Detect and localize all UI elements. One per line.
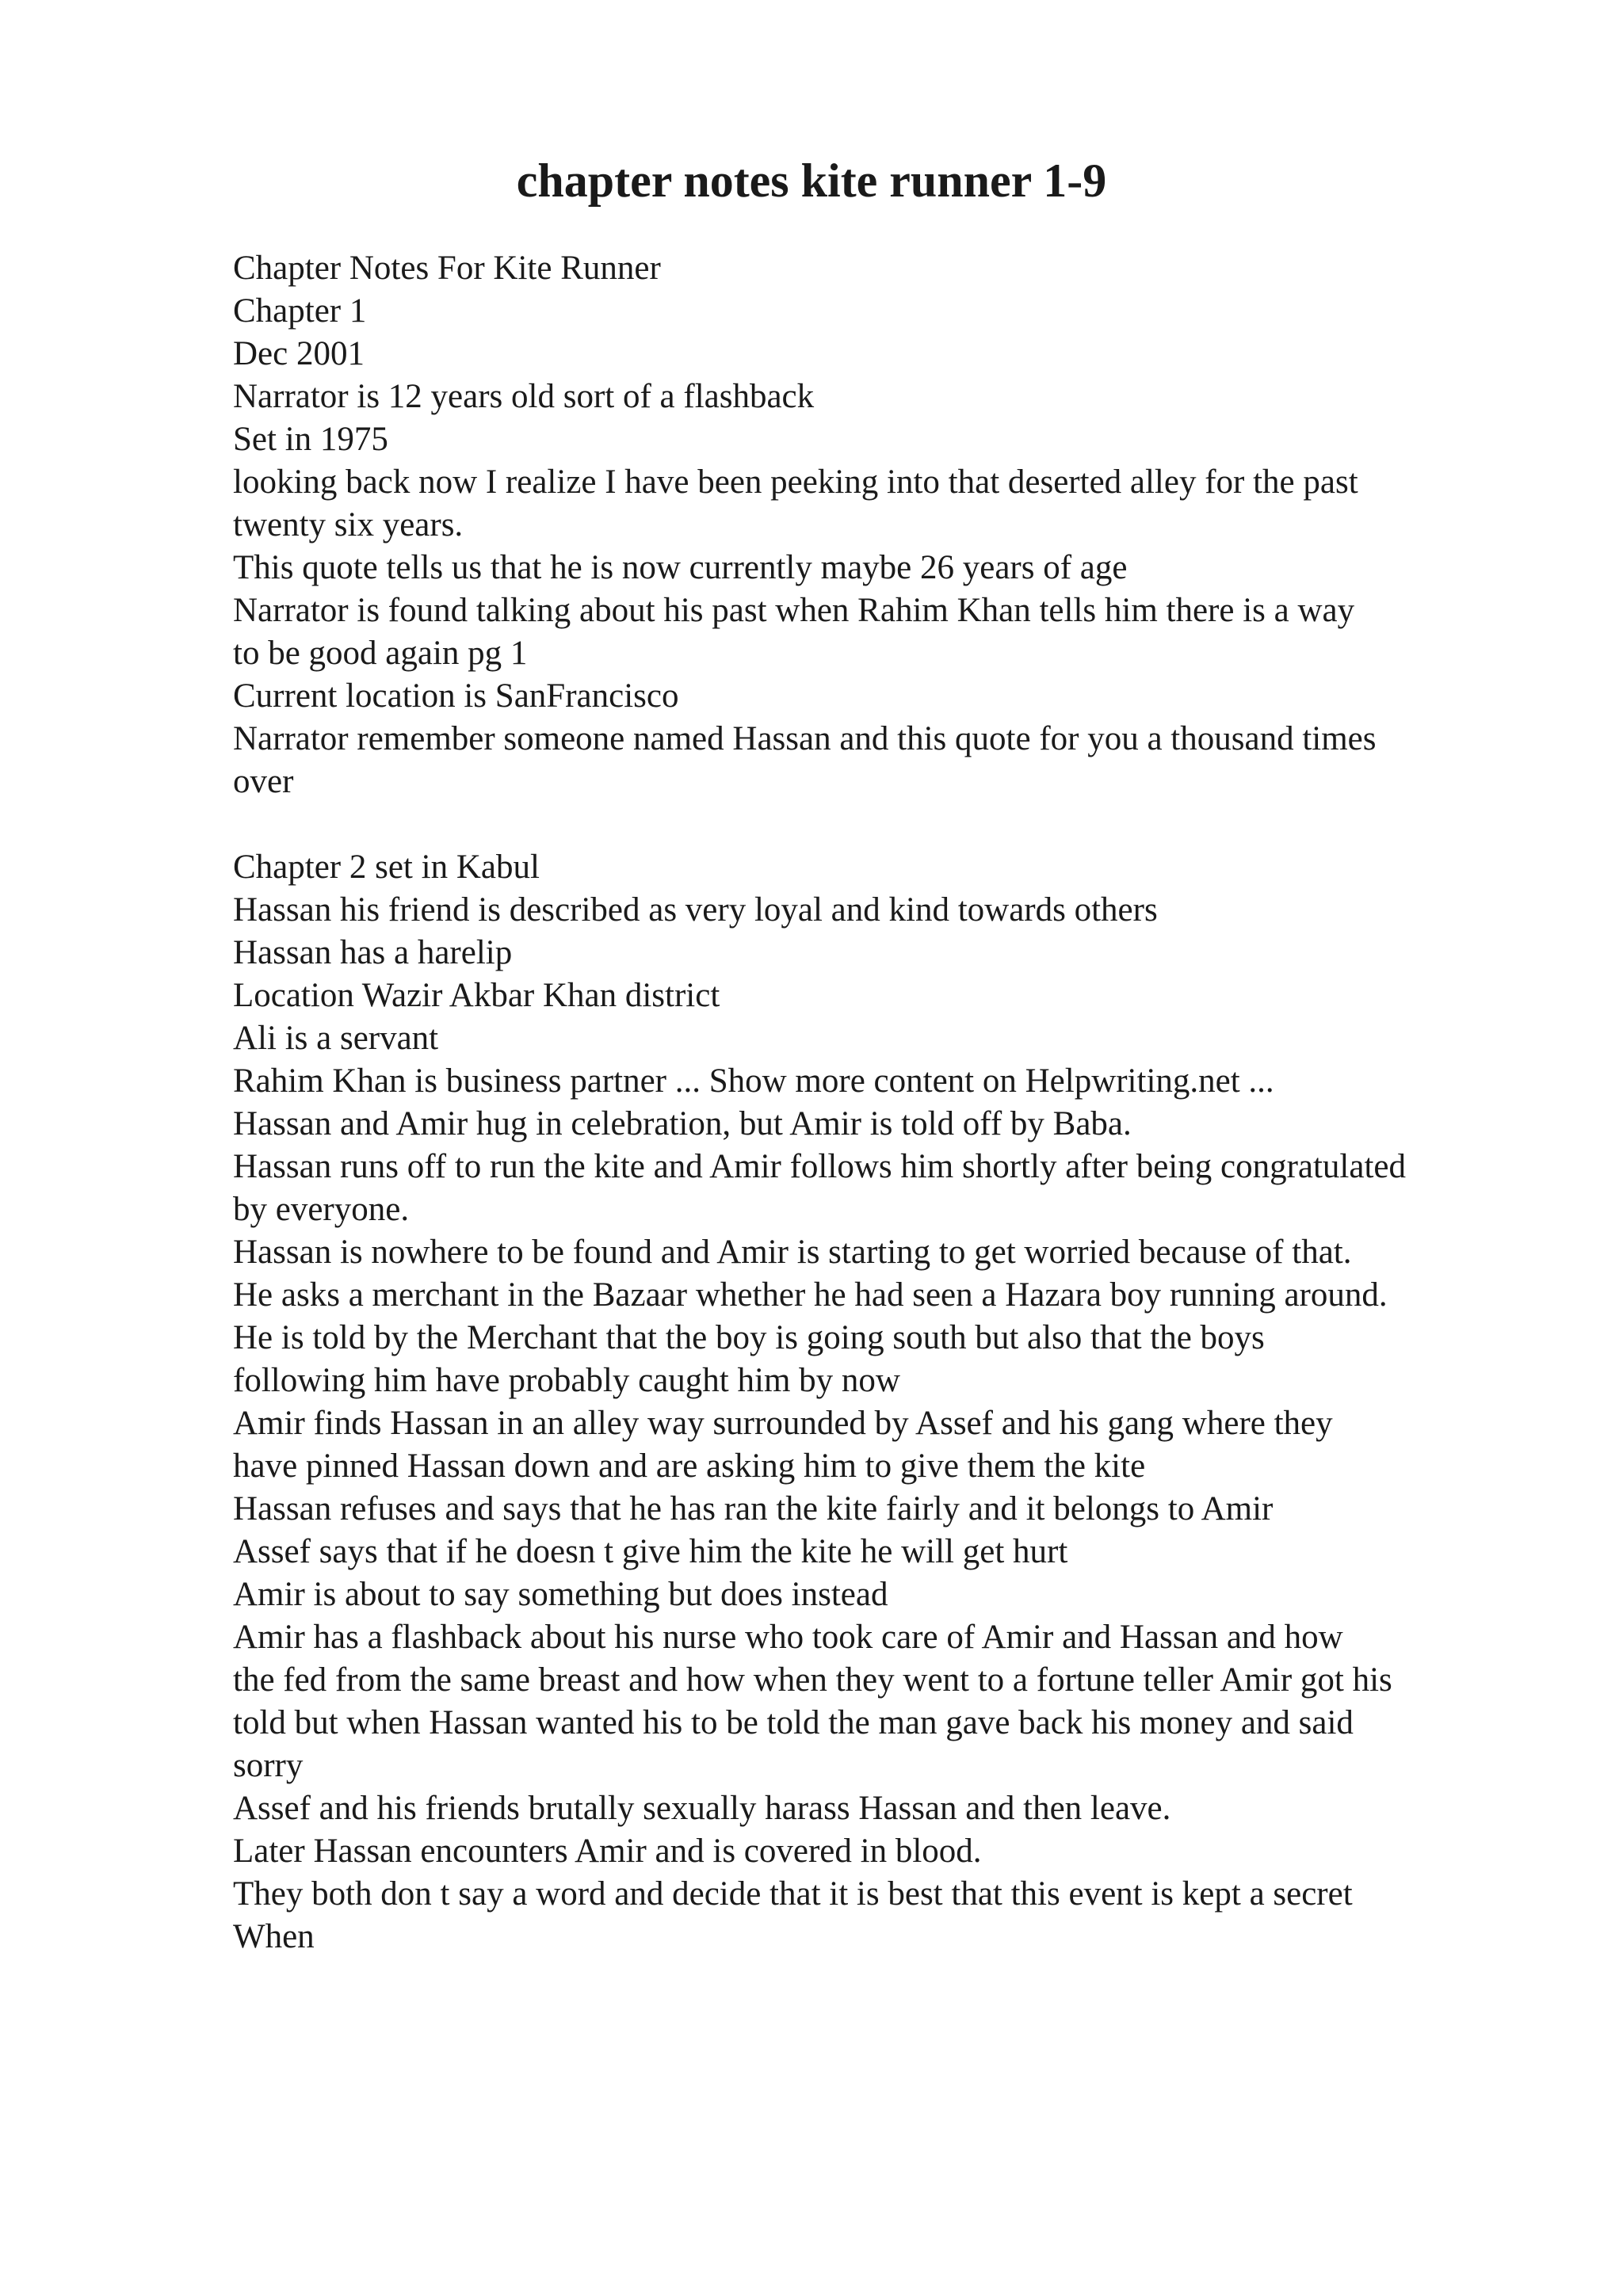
- text-line: This quote tells us that he is now currently maybe 26 years of age: [233, 549, 1128, 586]
- text-line: to be good again pg 1: [233, 635, 528, 672]
- text-line: He asks a merchant in the Bazaar whether he had seen a Hazara boy running around.: [233, 1276, 1388, 1314]
- text-line: have pinned Hassan down and are asking him to give them the kite: [233, 1447, 1146, 1485]
- text-line: Amir is about to say something but does instead: [233, 1576, 888, 1613]
- text-line: Ali is a servant: [233, 1020, 439, 1057]
- text-line: looking back now I realize I have been peeking into that deserted alley for the past: [233, 463, 1358, 501]
- text-line: They both don t say a word and decide that it is best that this event is kept a secret: [233, 1875, 1353, 1913]
- text-line: Narrator remember someone named Hassan and this quote for you a thousand times: [233, 720, 1377, 757]
- text-line: Location Wazir Akbar Khan district: [233, 977, 720, 1014]
- text-line: Assef says that if he doesn t give him the kite he will get hurt: [233, 1533, 1068, 1570]
- text-line: the fed from the same breast and how when they went to a fortune teller Amir got his: [233, 1661, 1392, 1699]
- blank-line: [233, 803, 1580, 846]
- text-line: Hassan runs off to run the kite and Amir follows him shortly after being congratulated: [233, 1148, 1406, 1185]
- text-line: told but when Hassan wanted his to be told the man gave back his money and said: [233, 1704, 1354, 1741]
- text-line: sorry: [233, 1747, 304, 1784]
- text-line: Hassan has a harelip: [233, 934, 513, 971]
- text-line: Chapter 1: [233, 292, 367, 330]
- text-line: by everyone.: [233, 1191, 410, 1228]
- text-line: following him have probably caught him by now: [233, 1362, 900, 1399]
- text-line: Rahim Khan is business partner ... Show more content on Helpwriting.net ...: [233, 1062, 1274, 1100]
- text-line: Set in 1975: [233, 421, 388, 458]
- text-line: Later Hassan encounters Amir and is covered in blood.: [233, 1833, 982, 1870]
- text-line: Hassan is nowhere to be found and Amir is starting to get worried because of that.: [233, 1234, 1352, 1271]
- text-line: When: [233, 1918, 315, 1955]
- text-line: Chapter Notes For Kite Runner: [233, 250, 661, 287]
- text-line: Hassan refuses and says that he has ran the kite fairly and it belongs to Amir: [233, 1490, 1274, 1527]
- text-line: Dec 2001: [233, 335, 365, 372]
- text-line: Narrator is found talking about his past when Rahim Khan tells him there is a way: [233, 592, 1355, 629]
- text-line: He is told by the Merchant that the boy is going south but also that the boys: [233, 1319, 1265, 1356]
- text-line: Hassan his friend is described as very loyal and kind towards others: [233, 891, 1158, 929]
- text-line: Amir finds Hassan in an alley way surrounded by Assef and his gang where they: [233, 1405, 1333, 1442]
- text-line: twenty six years.: [233, 506, 464, 543]
- document-title: chapter notes kite runner 1-9: [516, 154, 1107, 207]
- document-body: [233, 247, 1580, 1958]
- text-line: Hassan and Amir hug in celebration, but Amir is told off by Baba.: [233, 1105, 1132, 1142]
- text-line: Chapter 2 set in Kabul: [233, 849, 540, 886]
- text-line: Assef and his friends brutally sexually harass Hassan and then leave.: [233, 1790, 1171, 1827]
- text-line: Current location is SanFrancisco: [233, 677, 679, 715]
- text-line: Narrator is 12 years old sort of a flashback: [233, 378, 815, 415]
- text-line: over: [233, 763, 294, 800]
- text-line: Amir has a flashback about his nurse who took care of Amir and Hassan and how: [233, 1619, 1343, 1656]
